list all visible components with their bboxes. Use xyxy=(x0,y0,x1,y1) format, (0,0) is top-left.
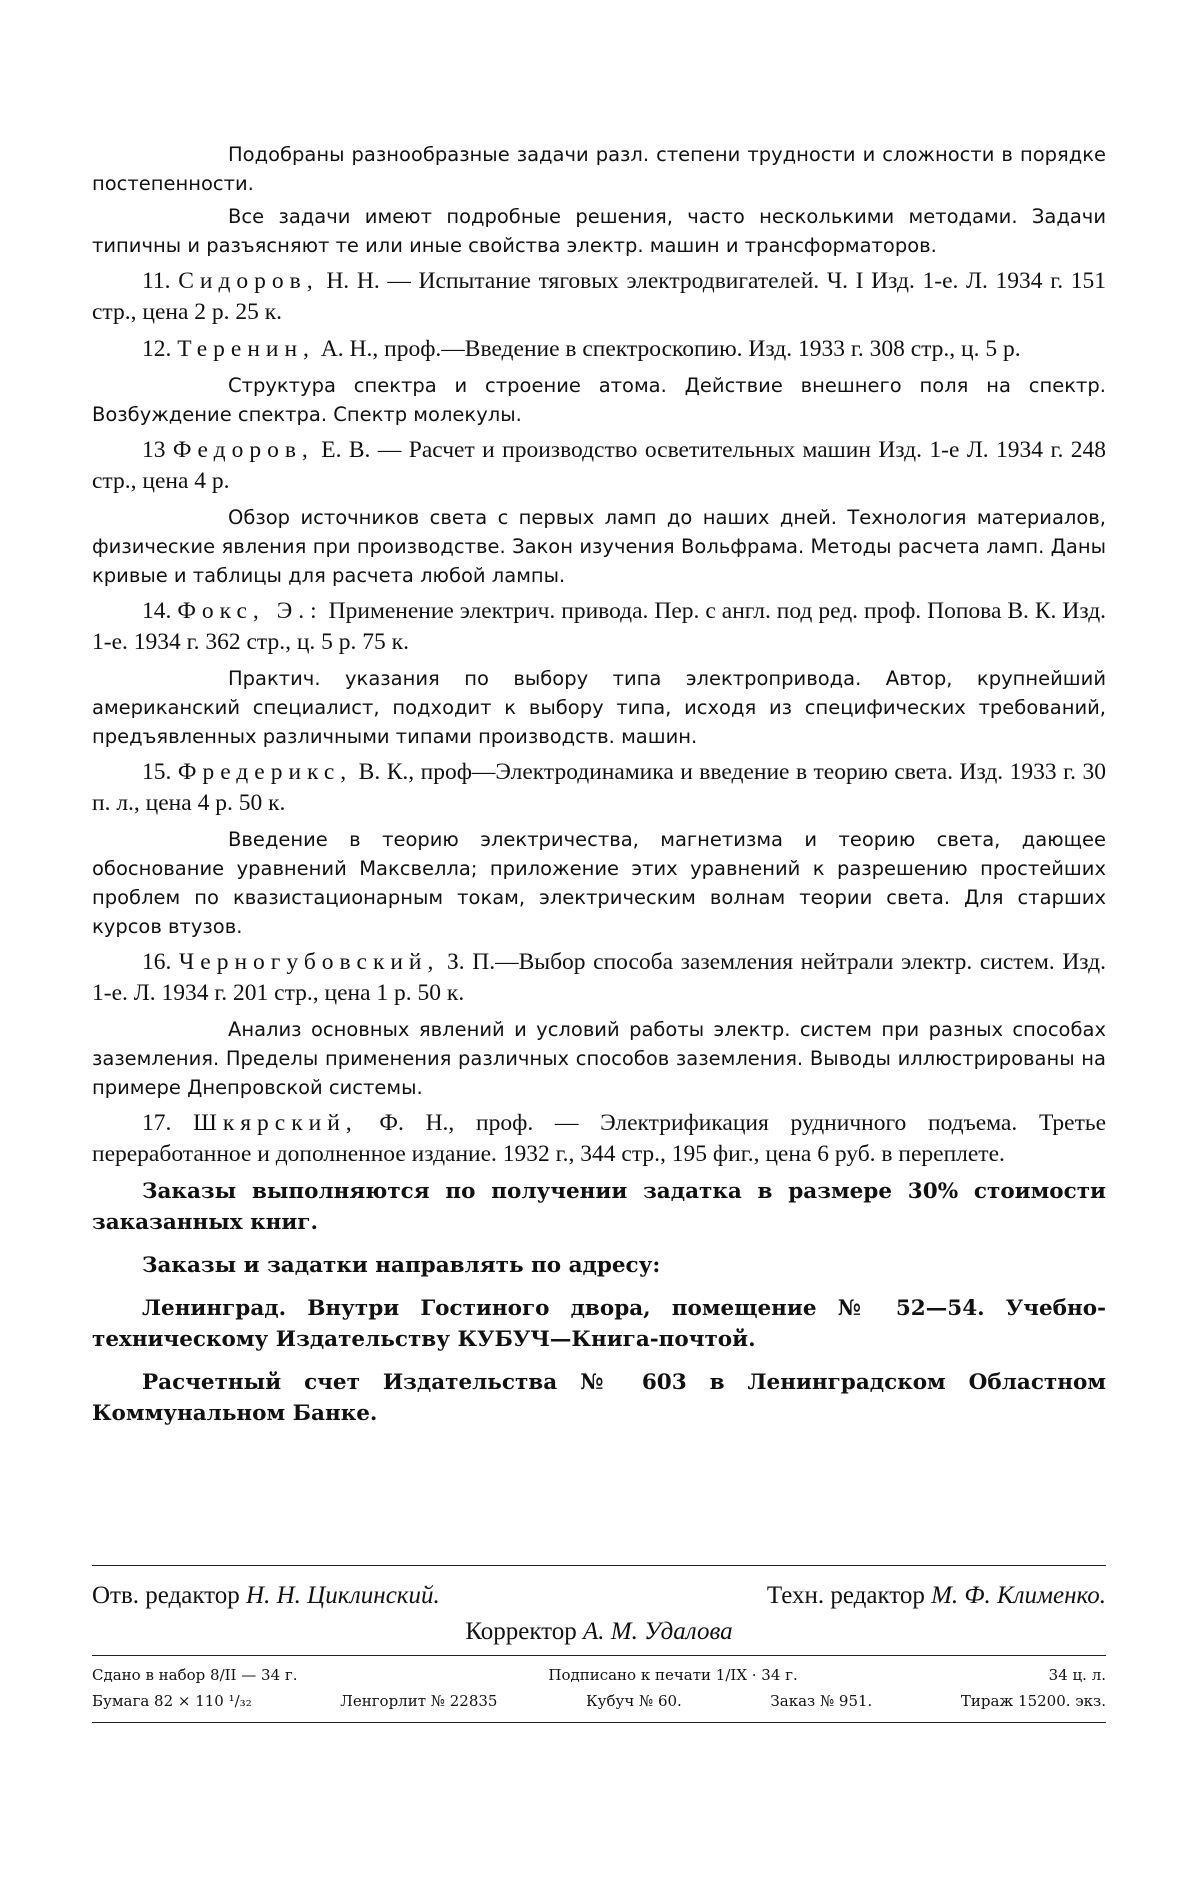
entry-number: 17. xyxy=(142,1110,172,1136)
entry-number: 16. xyxy=(142,949,172,975)
entry-17 xyxy=(92,1108,1106,1170)
entry-annotation: Введение в теорию электричества, магнетизма и теорию света, дающее обоснование уравнений Максвелла; приложение этих уравнений к разрешению простейших проблем по квазистационарным токам, электрическим волнам теории света. Для старших курсов втузов. xyxy=(92,828,1106,938)
divider-top xyxy=(92,1565,1106,1566)
bank-account-notice: Расчетный счет Издательства № 603 в Ленинградском Областном Коммунальном Банке. xyxy=(92,1370,1106,1426)
entry-number: 15. xyxy=(142,759,172,785)
entry-14 xyxy=(92,596,1106,751)
entry-author: Федоров, xyxy=(172,437,314,463)
entry-number: 13 xyxy=(142,437,166,463)
catalog-page xyxy=(92,140,1106,1441)
entry-number: 12. xyxy=(142,336,172,362)
credits-block xyxy=(92,1578,1106,1650)
intro-annotation-2: Все задачи имеют подробные решения, часто несколькими методами. Задачи типичны и разъясняют те или иные свойства электр. машин и трансформаторов. xyxy=(92,205,1106,257)
entry-details: Применение электрич. привода. Пер. с англ. под ред. проф. Попова В. К. Изд. 1-е. 1934 г. 362 стр., ц. 5 р. 75 к. xyxy=(92,598,1107,655)
entry-author: Фредерикс, xyxy=(177,759,353,785)
imprint-lengorlit: Ленгорлит № 22835 xyxy=(340,1692,498,1710)
entry-16 xyxy=(92,947,1106,1102)
address-text: Ленинград. Внутри Гостиного двора, помещение № 52—54. Учебно-техническому Издательству КУБУЧ—Книга-почтой. xyxy=(92,1296,1106,1352)
imprint-signed-for-print: Подписано к печати 1/IX · 34 г. xyxy=(548,1666,798,1684)
entry-author: Сидоров, xyxy=(178,268,319,294)
imprint-paper: Бумага 82 × 110 ¹/₃₂ xyxy=(92,1692,252,1710)
entry-annotation: Структура спектра и строение атома. Действие внешнего поля на спектр. Возбуждение спектра. Спектр молекулы. xyxy=(92,374,1106,426)
entry-author: Шкярский, xyxy=(193,1110,358,1136)
entry-12 xyxy=(92,334,1106,429)
imprint-order: Заказ № 951. xyxy=(770,1692,873,1710)
technical-editor: Техн. редактор М. Ф. Клименко. xyxy=(766,1582,1106,1609)
entry-annotation: Анализ основных явлений и условий работы электр. систем при разных способах заземления. Пределы применения различных способов заземления. Выводы иллюстрированы на примере Днепровской системы. xyxy=(92,1018,1106,1099)
imprint-print-run: Тираж 15200. экз. xyxy=(960,1692,1106,1710)
address-heading: Заказы и задатки направлять по адресу: xyxy=(142,1253,661,1278)
intro-annotation-1: Подобраны разнообразные задачи разл. степени трудности и сложности в порядке постепенности. xyxy=(92,143,1106,195)
corrector: Корректор А. М. Удалова xyxy=(465,1618,733,1645)
imprint-block xyxy=(92,1662,1106,1714)
divider-end xyxy=(92,1722,1106,1723)
entry-details: Е. В. — Расчет и производство осветительных машин Изд. 1-е Л. 1934 г. 248 стр., цена 4 р. xyxy=(92,437,1106,494)
entry-15 xyxy=(92,757,1106,941)
entry-details: Ф. Н., проф. — Электрификация рудничного подъема. Третье переработанное и дополненное издание. 1932 г., 344 стр., 195 фиг., цена 6 руб. в переплете. xyxy=(92,1110,1106,1167)
entry-details: А. Н., проф.—Введение в спектроскопию. Изд. 1933 г. 308 стр., ц. 5 р. xyxy=(320,336,1021,362)
entry-13 xyxy=(92,435,1106,590)
entry-author: Черногубовский, xyxy=(178,949,440,975)
entry-details: В. К., проф—Электродинамика и введение в теорию света. Изд. 1933 г. 30 п. л., цена 4 р. 50 к. xyxy=(92,759,1107,816)
entry-number: 14. xyxy=(142,598,172,624)
divider-bottom xyxy=(92,1655,1106,1656)
entry-details: Н. Н. — Испытание тяговых электродвигателей. Ч. I Изд. 1-е. Л. 1934 г. 151 стр., цена 2 р. 25 к. xyxy=(92,268,1107,325)
entry-author: Фокс, Э.: xyxy=(177,598,323,624)
entry-11 xyxy=(92,266,1106,328)
responsible-editor: Отв. редактор Н. Н. Циклинский. xyxy=(92,1582,440,1609)
entry-annotation: Обзор источников света с первых ламп до наших дней. Технология материалов, физические явления при производстве. Закон изучения Вольфрама. Методы расчета ламп. Даны кривые и таблицы для расчета любой лампы. xyxy=(92,506,1106,587)
entry-author: Теренин, xyxy=(177,336,315,362)
imprint-sent-to-typesetting: Сдано в набор 8/II — 34 г. xyxy=(92,1666,298,1684)
order-notice: Заказы выполняются по получении задатка в размере 30% стоимости заказанных книг. xyxy=(92,1179,1106,1235)
imprint-kubuch: Кубуч № 60. xyxy=(586,1692,682,1710)
imprint-sheets: 34 ц. л. xyxy=(1048,1666,1106,1684)
entry-details: З. П.—Выбор способа заземления нейтрали электр. систем. Изд. 1-е. Л. 1934 г. 201 стр., цена 1 р. 50 к. xyxy=(92,949,1106,1006)
entry-number: 11. xyxy=(142,268,171,294)
entry-annotation: Практич. указания по выбору типа электропривода. Автор, крупнейший американский специалист, подходит к выбору типа, исходя из специфических требований, предъявленных различными типами производств. машин. xyxy=(92,667,1106,748)
